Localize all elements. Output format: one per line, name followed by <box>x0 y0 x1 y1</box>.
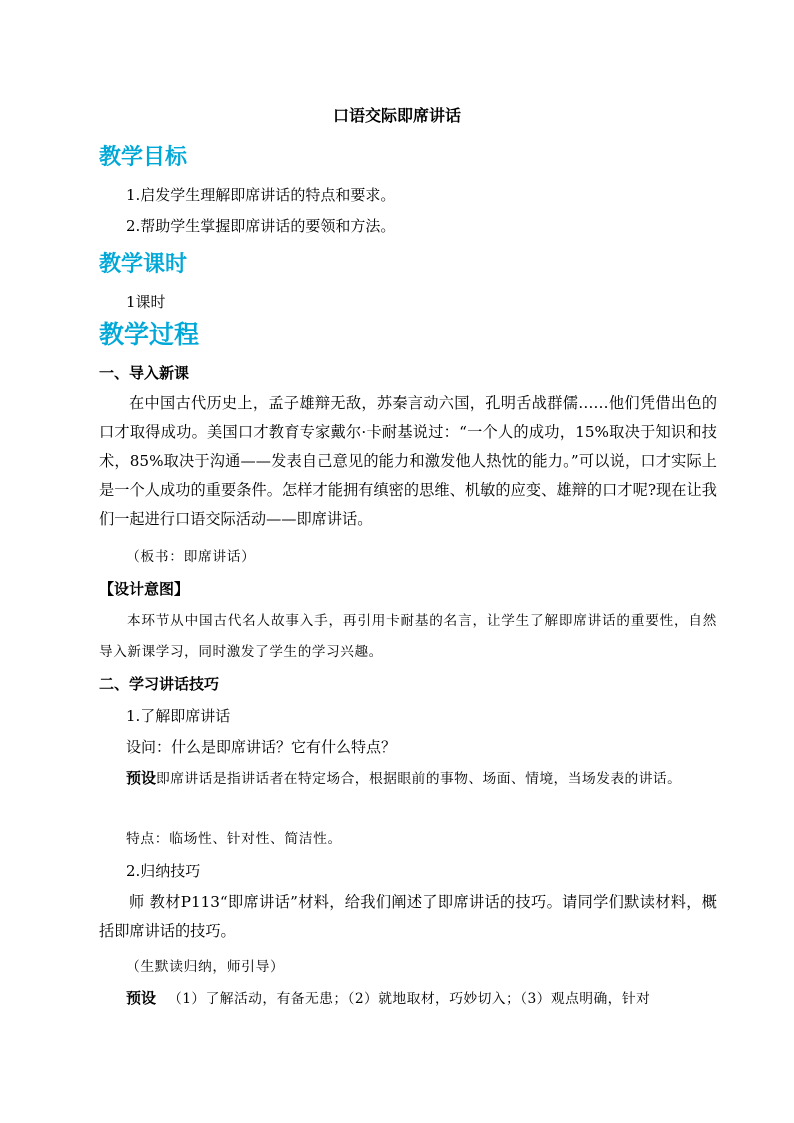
preset2-label: 预设 <box>126 989 157 1007</box>
part1-heading: 一、导入新课 <box>99 364 190 382</box>
preset2-text: （1）了解活动，有备无患；（2）就地取材，巧妙切入；（3）观点明确，针对 <box>168 991 651 1007</box>
part2-sub2: 2.归纳技巧 <box>126 862 201 880</box>
teaching-hours-value: 1课时 <box>126 293 166 311</box>
part2-heading: 二、学习讲话技巧 <box>99 675 220 693</box>
goal-item-2: 2.帮助学生掌握即席讲话的要领和方法。 <box>126 217 396 235</box>
heading-teaching-goals: 教学目标 <box>99 145 188 170</box>
features-line: 特点：临场性、针对性、简洁性。 <box>126 831 342 847</box>
preset-label: 预设 <box>126 769 157 787</box>
design-intent-paragraph: 本环节从中国古代名人故事入手，再引用卡耐基的名言，让学生了解即席讲话的重要性，自然导入新课学习，同时激发了学生的学习兴趣。 <box>99 613 717 660</box>
student-note: （生默读归纳，师引导） <box>126 959 285 975</box>
heading-teaching-process: 教学过程 <box>99 320 200 349</box>
document-title: 口语交际即席讲话 <box>332 106 461 125</box>
design-intent-heading: 【设计意图】 <box>99 580 190 598</box>
preset-answer-2 <box>99 983 717 1015</box>
goal-item-1: 1.启发学生理解即席讲话的特点和要求。 <box>126 186 396 204</box>
board-note: （板书：即席讲话） <box>126 549 256 565</box>
part2-sub1: 1.了解即席讲话 <box>126 707 231 725</box>
part1-intro-paragraph: 在中国古代历史上，孟子雄辩无敌，苏秦言动六国，孔明舌战群儒……他们凭借出色的口才取得成功。美国口才教育专家戴尔·卡耐基说过：“一个人的成功，15%取决于知识和技术，85%取决于沟通——发表自己意见的能力和激发他人热忱的能力。”可以说，口才实际上是一个人成功的重要条件。怎样才能拥有缜密的思维、机敏的应变、雄辩的口才呢?现在让我们一起进行口语交际活动——即席讲话。 <box>99 394 717 528</box>
heading-teaching-hours: 教学课时 <box>99 252 188 277</box>
part2-question: 设问：什么是即席讲话？它有什么特点？ <box>126 738 397 756</box>
preset-text: 即席讲话是指讲话者在特定场合，根据眼前的事物、场面、情境，当场发表的讲话。 <box>156 771 682 787</box>
teacher-paragraph: 师 教材P113“即席讲话”材料，给我们阐述了即席讲话的技巧。请同学们默读材料，概括即席讲话的技巧。 <box>99 893 717 940</box>
preset-answer-1 <box>99 763 717 795</box>
